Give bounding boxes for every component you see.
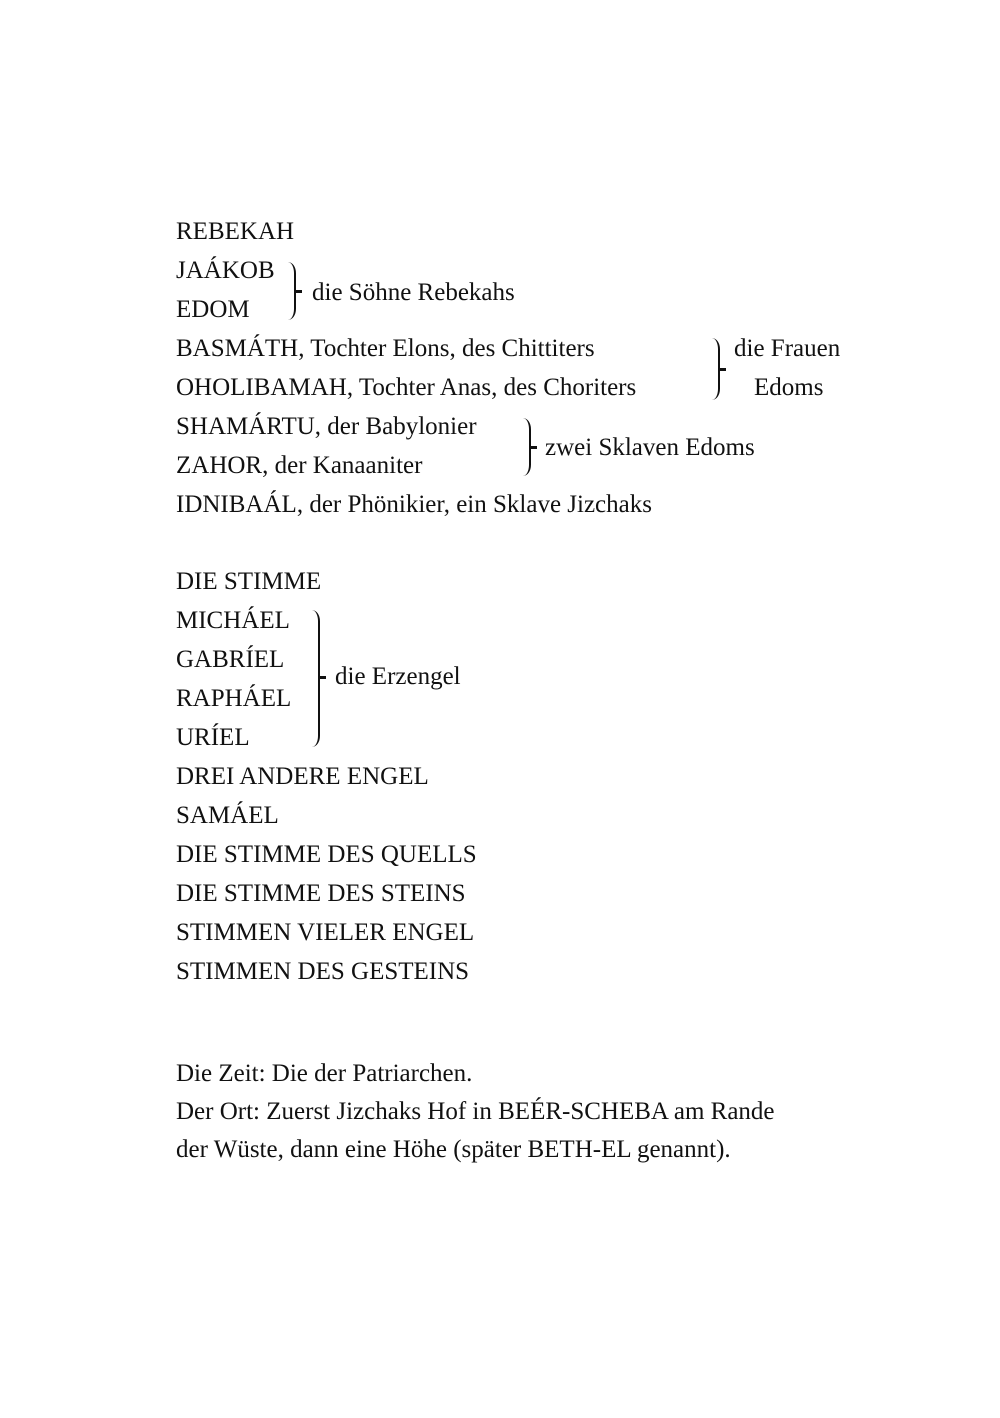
cast-shamartu: SHAMÁRTU, der Babylonier (176, 413, 477, 440)
voice-stimmen-gesteins: STIMMEN DES GESTEINS (176, 958, 470, 985)
cast-idnibaal: IDNIBAÁL, der Phönikier, ein Sklave Jizchaks (176, 491, 652, 518)
label-wives-2: Edoms (754, 374, 824, 401)
label-archangels: die Erzengel (335, 663, 461, 690)
setting-place-2: der Wüste, dann eine Höhe (später BETH-EL genannt). (176, 1136, 731, 1163)
voice-samael: SAMÁEL (176, 802, 279, 829)
cast-zahor: ZAHOR, der Kanaaniter (176, 452, 423, 479)
voice-stimme-quells: DIE STIMME DES QUELLS (176, 841, 477, 868)
voice-drei-andere: DREI ANDERE ENGEL (176, 763, 429, 790)
cast-jaakob: JAÁKOB (176, 257, 275, 284)
label-sons: die Söhne Rebekahs (312, 279, 515, 306)
voice-stimmen-engel: STIMMEN VIELER ENGEL (176, 919, 475, 946)
setting-place-1: Der Ort: Zuerst Jizchaks Hof in BEÉR-SCHEBA am Rande (176, 1098, 775, 1125)
label-slaves: zwei Sklaven Edoms (545, 434, 755, 461)
voice-stimme-steins: DIE STIMME DES STEINS (176, 880, 466, 907)
voice-uriel: URÍEL (176, 724, 250, 751)
brace-archangels-tip (319, 676, 326, 679)
voice-raphael: RAPHÁEL (176, 685, 292, 712)
cast-oholibamah: OHOLIBAMAH, Tochter Anas, des Choriters (176, 374, 637, 401)
voice-michael: MICHÁEL (176, 607, 290, 634)
cast-basmath: BASMÁTH, Tochter Elons, des Chittiters (176, 335, 595, 362)
brace-archangels (312, 610, 320, 747)
brace-slaves-tip (530, 446, 537, 449)
setting-time: Die Zeit: Die der Patriarchen. (176, 1060, 473, 1087)
voice-die-stimme: DIE STIMME (176, 568, 322, 595)
brace-sons-tip (295, 290, 302, 293)
cast-rebekah: REBEKAH (176, 218, 295, 245)
voice-gabriel: GABRÍEL (176, 646, 285, 673)
brace-wives-tip (719, 368, 726, 371)
cast-edom: EDOM (176, 296, 250, 323)
label-wives-1: die Frauen (734, 335, 841, 362)
